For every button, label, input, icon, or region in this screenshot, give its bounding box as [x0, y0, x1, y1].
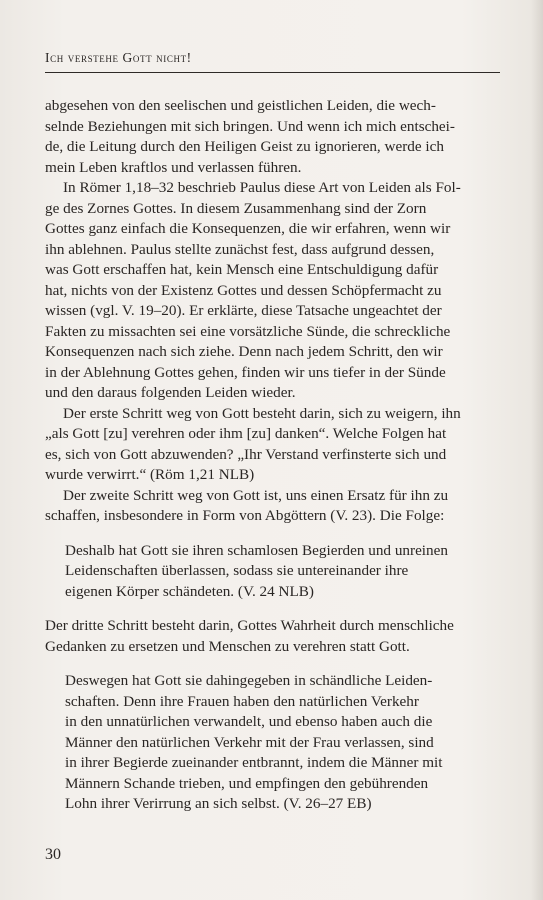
text-line: mein Leben kraftlos und verlassen führen.: [45, 158, 302, 176]
quote-line: schaften. Denn ihre Frauen haben den natürlichen Verkehr: [65, 692, 419, 710]
quote-line: in ihrer Begierde zueinander entbrannt, indem die Männer mit: [65, 754, 443, 771]
quote-line: Lohn ihrer Verirrung an sich selbst. (V. 26–27 EB): [65, 795, 372, 812]
block-quote-2: [45, 671, 500, 815]
paragraph-4: [45, 486, 500, 527]
text-line: Gedanken zu ersetzen und Menschen zu verehren statt Gott.: [45, 637, 410, 655]
text-line: Fakten zu missachten sei eine vorsätzliche Sünde, die schreckliche: [45, 322, 451, 340]
quote-line: eigenen Körper schändeten. (V. 24 NLB): [65, 582, 314, 600]
text-line: schaffen, insbesondere in Form von Abgöttern (V. 23). Die Folge:: [45, 507, 445, 524]
page-spine-shadow: [531, 0, 543, 900]
text-line: In Römer 1,18–32 beschrieb Paulus diese Art von Leiden als Fol-: [63, 179, 461, 196]
block-quote-1: [45, 541, 500, 603]
text-line: wissen (vgl. V. 19–20). Er erklärte, diese Tatsache ungeachtet der: [45, 302, 442, 319]
text-line: de, die Leitung durch den Heiligen Geist zu ignorieren, werde ich: [45, 138, 444, 155]
text-line: es, sich von Gott abzuwenden? „Ihr Verstand verfinsterte sich und: [45, 445, 447, 463]
text-line: Gottes ganz einfach die Konsequenzen, die wir erfahren, wenn wir: [45, 220, 451, 237]
quote-line: in den unnatürlichen verwandelt, und ebenso haben auch die: [65, 713, 433, 730]
spacer: [45, 527, 500, 541]
quote-line: Männern Schande trieben, und empfingen den gebührenden: [65, 774, 429, 792]
text-line: abgesehen von den seelischen und geistlichen Leiden, die wech-: [45, 97, 436, 114]
quote-line: Leidenschaften überlassen, sodass sie untereinander ihre: [65, 562, 409, 579]
paragraph-2: [45, 178, 500, 404]
text-line: und den daraus folgenden Leiden wieder.: [45, 384, 296, 401]
text-line: „als Gott [zu] verehren oder ihm [zu] danken“. Welche Folgen hat: [45, 425, 447, 442]
quote-line: Deswegen hat Gott sie dahingegeben in schändliche Leiden-: [65, 672, 433, 689]
paragraph-1: [45, 96, 500, 178]
text-line: in der Ablehnung Gottes gehen, finden wir uns tiefer in der Sünde: [45, 363, 446, 381]
paragraph-3: [45, 404, 500, 486]
page-number: 30: [45, 846, 61, 863]
header-rule: [45, 72, 500, 73]
quote-line: Deshalb hat Gott sie ihren schamlosen Begierden und unreinen: [65, 541, 448, 559]
text-line: ge des Zornes Gottes. In diesem Zusammenhang sind der Zorn: [45, 199, 427, 217]
text-line: Der erste Schritt weg von Gott besteht darin, sich zu weigern, ihn: [63, 404, 461, 422]
text-line: Konsequenzen nach sich ziehe. Denn nach jedem Schritt, den wir: [45, 343, 443, 360]
spacer: [45, 602, 500, 616]
body-text: [45, 96, 500, 815]
spacer: [45, 657, 500, 671]
text-line: Der zweite Schritt weg von Gott ist, uns einen Ersatz für ihn zu: [63, 486, 449, 504]
text-line: Der dritte Schritt besteht darin, Gottes Wahrheit durch menschliche: [45, 617, 454, 634]
text-line: selnde Beziehungen mit sich bringen. Und wenn ich mich entschei-: [45, 117, 455, 135]
paragraph-5: [45, 616, 500, 657]
text-line: ihn ablehnen. Paulus stellte zunächst fest, dass aufgrund dessen,: [45, 240, 435, 258]
quote-line: Männer den natürlichen Verkehr mit der Frau verlassen, sind: [65, 733, 434, 751]
text-line: wurde verwirrt.“ (Röm 1,21 NLB): [45, 466, 255, 483]
text-line: was Gott erschaffen hat, kein Mensch eine Entschuldigung dafür: [45, 261, 439, 278]
running-header: Ich verstehe Gott nicht!: [45, 50, 192, 65]
text-line: hat, nichts von der Existenz Gottes und dessen Schöpfermacht zu: [45, 281, 442, 299]
